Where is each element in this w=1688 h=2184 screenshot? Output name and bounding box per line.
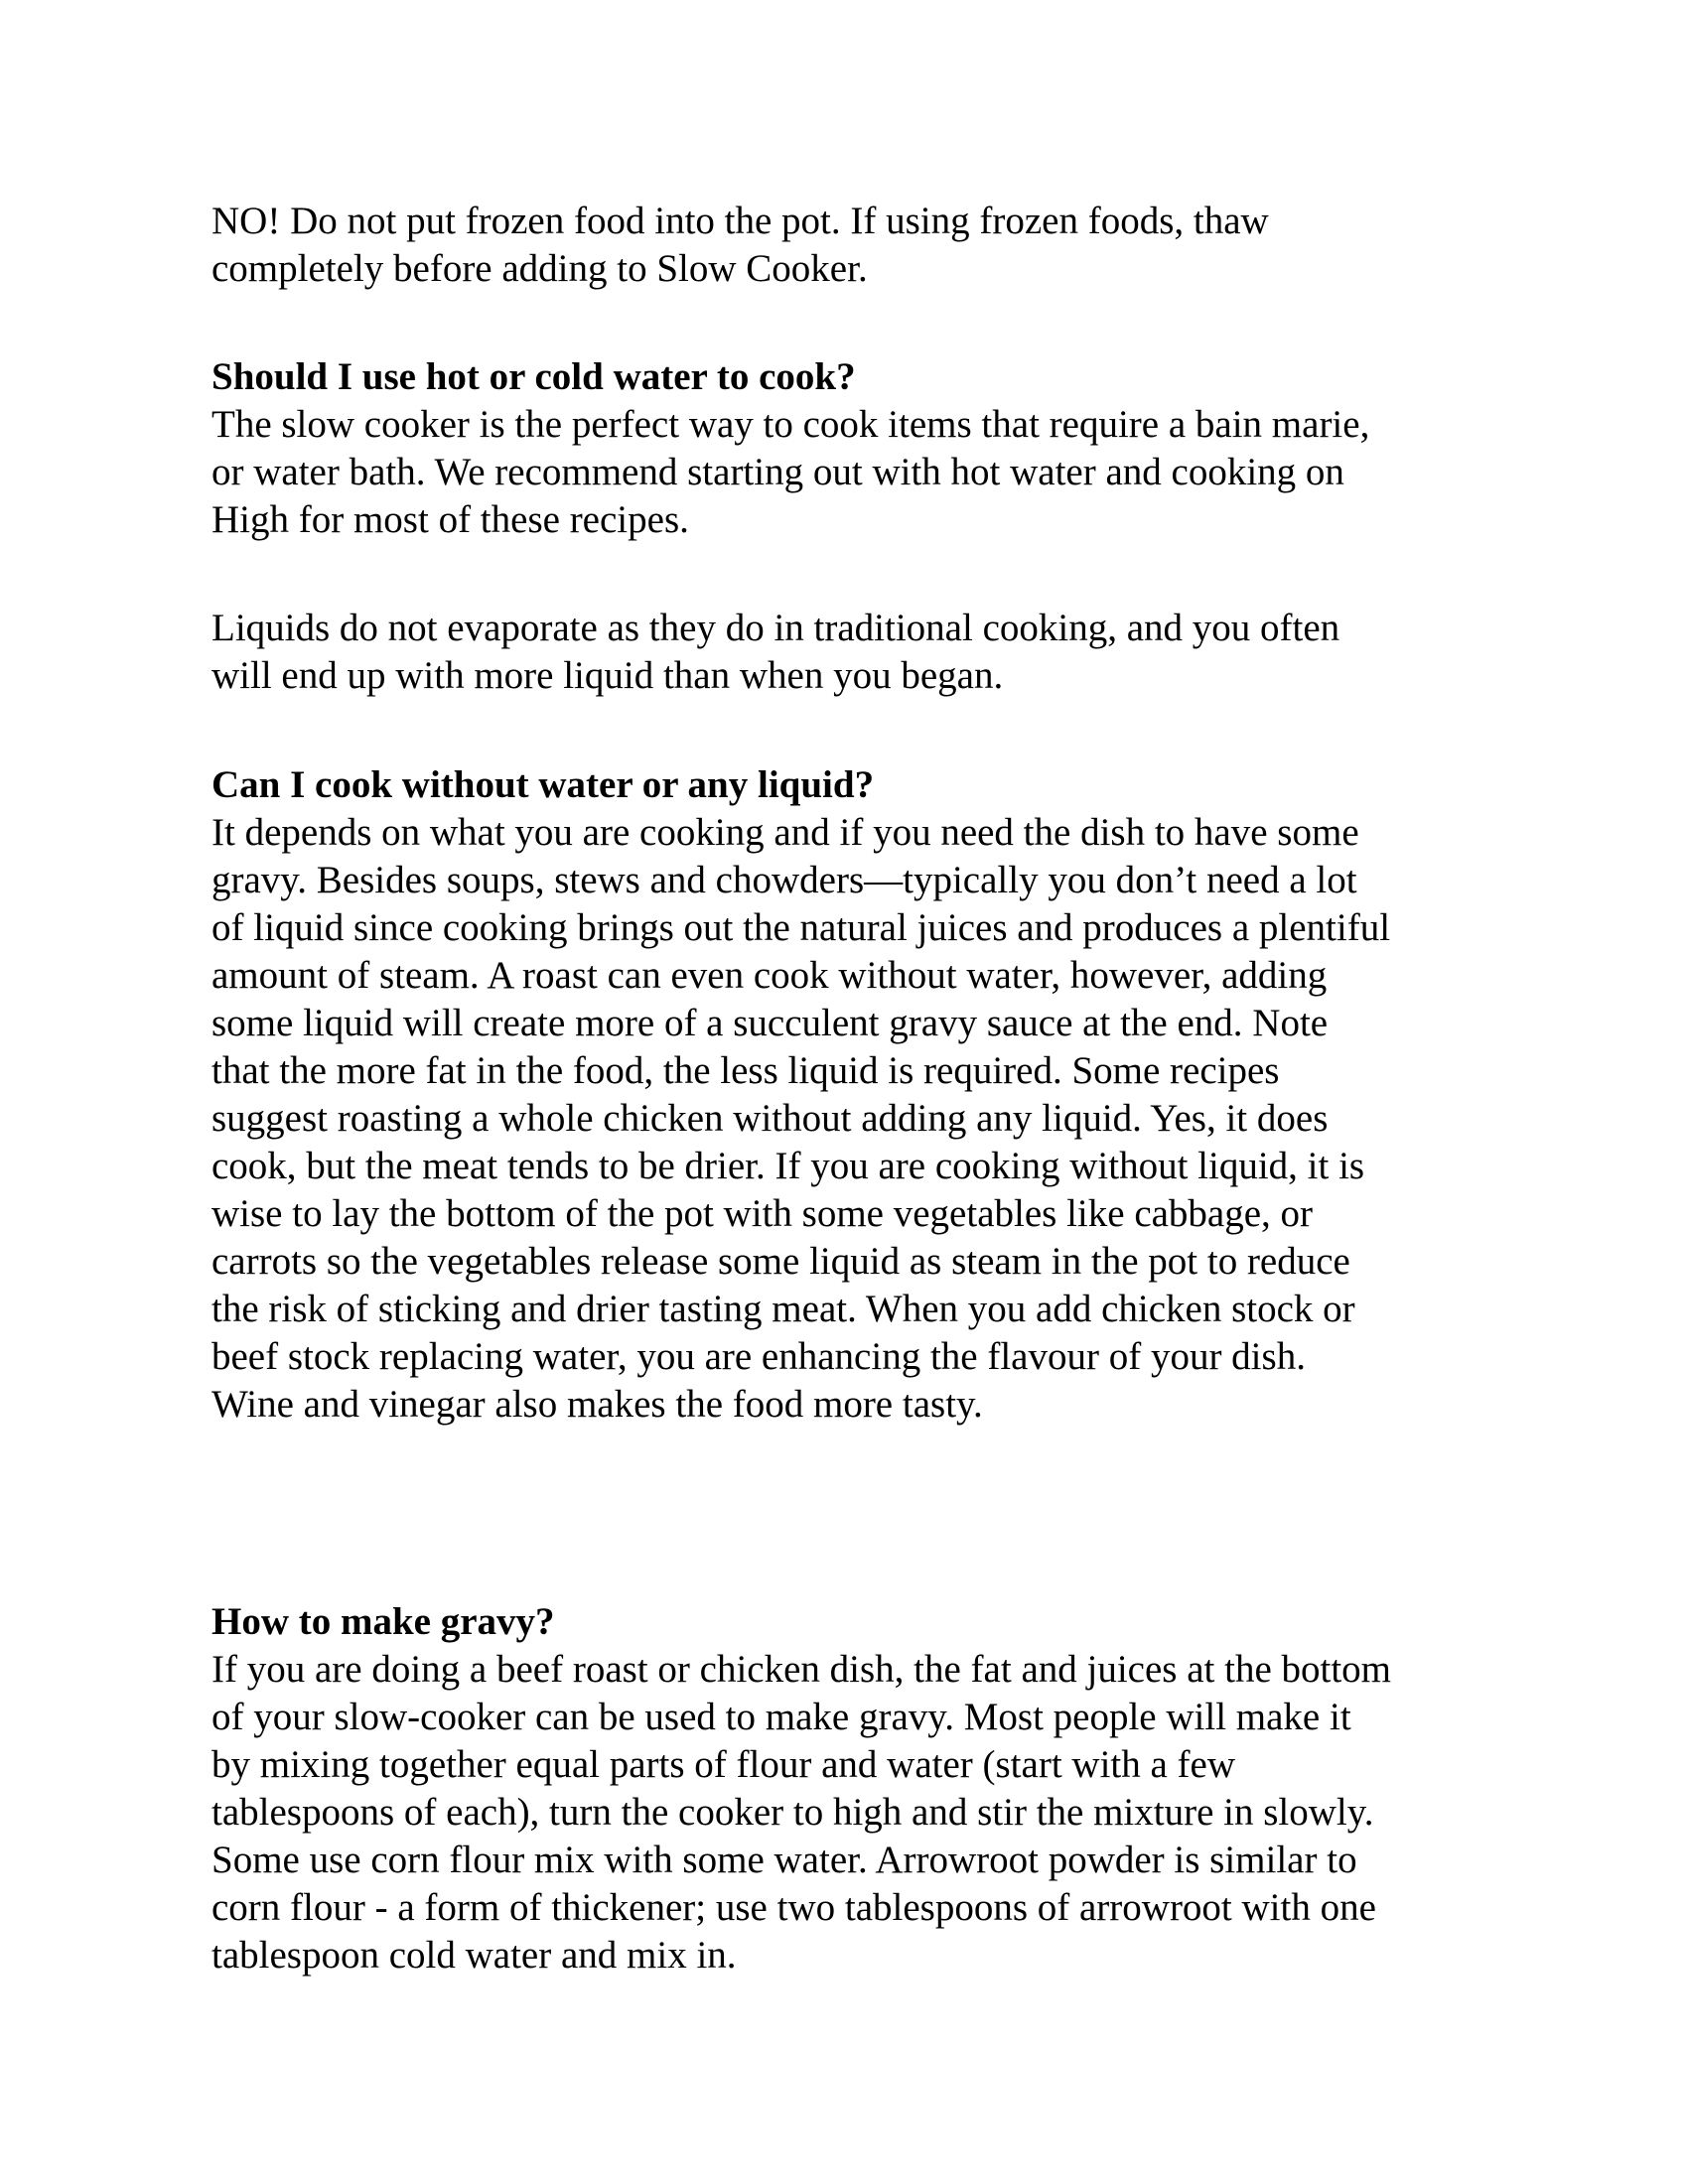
text-line: Liquids do not evaporate as they do in traditional cooking, and you often: [211, 607, 1340, 649]
text-line: of liquid since cooking brings out the natural juices and produces a plentiful: [211, 906, 1391, 949]
text-line: corn flour - a form of thickener; use two tablespoons of arrowroot with one: [211, 1886, 1376, 1929]
section-heading: Should I use hot or cold water to cook?: [211, 355, 856, 398]
text-line: If you are doing a beef roast or chicken dish, the fat and juices at the bottom: [211, 1648, 1392, 1691]
text-line: High for most of these recipes.: [211, 498, 689, 541]
text-line: suggest roasting a whole chicken without adding any liquid. Yes, it does: [211, 1097, 1329, 1140]
text-line: Wine and vinegar also makes the food more tasty.: [211, 1383, 983, 1426]
section-heading: How to make gravy?: [211, 1600, 555, 1643]
text-line: It depends on what you are cooking and if you need the dish to have some: [211, 811, 1359, 854]
text-line: completely before adding to Slow Cooker.: [211, 247, 868, 290]
text-line: the risk of sticking and drier tasting meat. When you add chicken stock or: [211, 1288, 1355, 1330]
text-line: wise to lay the bottom of the pot with some vegetables like cabbage, or: [211, 1192, 1314, 1235]
section-heading: Can I cook without water or any liquid?: [211, 763, 875, 806]
text-line: NO! Do not put frozen food into the pot. If using frozen foods, thaw: [211, 200, 1269, 242]
text-line: some liquid will create more of a succulent gravy sauce at the end. Note: [211, 1002, 1329, 1044]
text-line: beef stock replacing water, you are enhancing the flavour of your dish.: [211, 1335, 1306, 1378]
text-line: tablespoon cold water and mix in.: [211, 1934, 737, 1977]
text-line: by mixing together equal parts of flour and water (start with a few: [211, 1743, 1236, 1786]
text-line: gravy. Besides soups, stews and chowders—typically you don’t need a lot: [211, 859, 1357, 901]
text-line: The slow cooker is the perfect way to cook items that require a bain marie,: [211, 403, 1370, 446]
text-line: carrots so the vegetables release some liquid as steam in the pot to reduce: [211, 1240, 1350, 1283]
text-line: of your slow-cooker can be used to make gravy. Most people will make it: [211, 1696, 1351, 1738]
text-line: that the more fat in the food, the less liquid is required. Some recipes: [211, 1049, 1280, 1092]
text-line: or water bath. We recommend starting out with hot water and cooking on: [211, 451, 1344, 493]
text-line: tablespoons of each), turn the cooker to high and stir the mixture in slowly.: [211, 1791, 1374, 1834]
text-line: will end up with more liquid than when you began.: [211, 654, 1004, 697]
text-line: amount of steam. A roast can even cook without water, however, adding: [211, 954, 1328, 997]
text-line: Some use corn flour mix with some water. Arrowroot powder is similar to: [211, 1839, 1357, 1881]
text-line: cook, but the meat tends to be drier. If you are cooking without liquid, it is: [211, 1145, 1365, 1187]
